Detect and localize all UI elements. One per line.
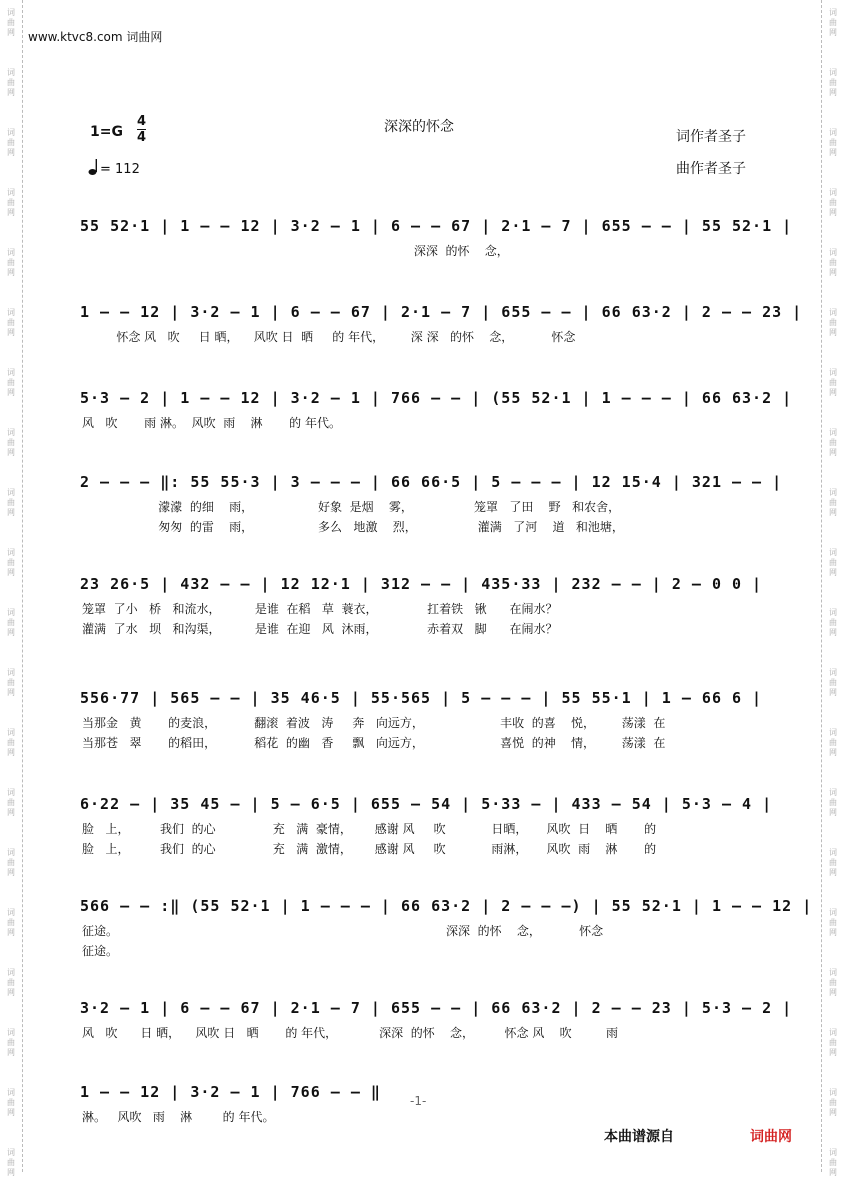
lyric-verse-2: 灌满 了水 坝 和沟渠， 是谁 在迎 风 沐雨， 赤着双 脚 在闹水？: [82, 622, 558, 636]
side-watermark-text: 词 曲 网: [829, 728, 837, 757]
lyric-verse-1: 笼罩 了小 桥 和流水， 是谁 在稻 草 蓑衣， 扛着铁 锹 在闹水？: [82, 602, 558, 616]
lyric-verse-2: 征途。: [82, 944, 119, 958]
side-watermark-text: 词 曲 网: [7, 848, 15, 877]
side-watermark-text: 词 曲 网: [829, 1148, 837, 1177]
side-watermark-text: 词 曲 网: [7, 668, 15, 697]
time-sig-bottom: 4: [137, 130, 147, 145]
side-watermark-text: 词 曲 网: [829, 8, 837, 37]
side-watermark-text: 词 曲 网: [7, 908, 15, 937]
side-watermark-text: 词 曲 网: [829, 788, 837, 817]
notation-line: 55 52·1 | 1 — — 12 | 3·2 — 1 | 6 — — 67 | 2·1 — 7 | 655 — — | 55 52·1 |: [80, 217, 793, 235]
lyric-verse-1: 当那金 黄 的麦浪， 翻滚 着波 涛 奔 向远方， 丰收 的喜 悦， 荡漾 在: [82, 716, 666, 730]
side-watermark-text: 词 曲 网: [7, 488, 15, 517]
lyric-verse-1: 脸 上， 我们 的心 充 满 豪情， 感谢 风 吹 日晒， 风吹 日 晒 的: [82, 822, 657, 836]
left-watermark-strip: [0, 0, 23, 1177]
side-watermark-text: 词 曲 网: [829, 1028, 837, 1057]
side-watermark-text: 词 曲 网: [829, 968, 837, 997]
side-watermark-text: 词 曲 网: [7, 1088, 15, 1117]
side-watermark-text: 词 曲 网: [7, 308, 15, 337]
side-watermark-text: 词 曲 网: [7, 68, 15, 97]
side-watermark-text: 词 曲 网: [829, 668, 837, 697]
side-watermark-text: 词 曲 网: [829, 428, 837, 457]
side-watermark-text: 词 曲 网: [7, 608, 15, 637]
lyric-verse-1: 濛濛 的细 雨， 好象 是烟 雾， 笼罩 了田 野 和农舍，: [82, 500, 621, 514]
key-signature: 1=G: [90, 124, 123, 140]
side-watermark-text: 词 曲 网: [7, 788, 15, 817]
notation-line: 1 — — 12 | 3·2 — 1 | 6 — — 67 | 2·1 — 7 | 655 — — | 66 63·2 | 2 — — 23 |: [80, 303, 803, 321]
notation-line: 556·77 | 565 — — | 35 46·5 | 55·565 | 5 — — — | 55 55·1 | 1 — 66 6 |: [80, 689, 763, 707]
side-watermark-text: 词 曲 网: [829, 848, 837, 877]
side-watermark-text: 词 曲 网: [829, 248, 837, 277]
right-watermark-strip: [821, 0, 843, 1177]
notation-line: 3·2 — 1 | 6 — — 67 | 2·1 — 7 | 655 — — | 66 63·2 | 2 — — 23 | 5·3 — 2 |: [80, 999, 793, 1017]
page-number: -1-: [410, 1094, 427, 1108]
side-watermark-text: 词 曲 网: [7, 1148, 15, 1177]
time-sig-top: 4: [137, 114, 147, 129]
lyric-verse-2: 脸 上， 我们 的心 充 满 激情， 感谢 风 吹 雨淋， 风吹 雨 淋 的: [82, 842, 657, 856]
side-watermark-text: 词 曲 网: [829, 608, 837, 637]
lyric-verse-1: 征途。 深深 的怀 念， 怀念: [82, 924, 604, 938]
side-watermark-text: 词 曲 网: [829, 488, 837, 517]
side-watermark-text: 词 曲 网: [7, 728, 15, 757]
composer-credit: 曲作者圣子: [676, 161, 746, 177]
time-signature: [137, 114, 146, 145]
side-watermark-text: 词 曲 网: [7, 188, 15, 217]
side-watermark-text: 词 曲 网: [829, 308, 837, 337]
side-watermark-text: 词 曲 网: [829, 548, 837, 577]
side-watermark-text: 词 曲 网: [7, 8, 15, 37]
notation-line: 2 — — — ‖: 55 55·3 | 3 — — — | 66 66·5 | 5 — — — | 12 15·4 | 321 — — |: [80, 473, 783, 491]
lyric-verse-1: 风 吹 雨 淋。 风吹 雨 淋 的 年代。: [82, 416, 341, 430]
side-watermark-text: 词 曲 网: [829, 188, 837, 217]
side-watermark-text: 词 曲 网: [829, 368, 837, 397]
side-watermark-text: 词 曲 网: [7, 128, 15, 157]
quarter-note-icon: [88, 158, 100, 176]
notation-line: 23 26·5 | 432 — — | 12 12·1 | 312 — — | 435·33 | 232 — — | 2 — 0 0 |: [80, 575, 763, 593]
lyric-verse-2: 匆匆 的雷 雨， 多么 地激 烈， 灌满 了河 道 和池塘，: [82, 520, 624, 534]
notation-line: 1 — — 12 | 3·2 — 1 | 766 — — ‖: [80, 1083, 381, 1101]
lyricist-credit: 词作者圣子: [676, 129, 746, 145]
site-header: www.ktvc8.com 词曲网: [28, 30, 163, 44]
side-watermark-text: 词 曲 网: [7, 368, 15, 397]
side-watermark-text: 词 曲 网: [7, 968, 15, 997]
lyric-verse-1: 怀念 风 吹 日 晒， 风吹 日 晒 的 年代， 深 深 的怀 念， 怀念: [82, 330, 576, 344]
song-title: 深深的怀念: [384, 119, 454, 135]
footer-source-text: 本曲谱源自: [604, 1129, 674, 1145]
side-watermark-text: 词 曲 网: [829, 128, 837, 157]
side-watermark-text: 词 曲 网: [7, 548, 15, 577]
side-watermark-text: 词 曲 网: [7, 1028, 15, 1057]
tempo-mark: [88, 158, 140, 177]
lyric-verse-1: 风 吹 日 晒， 风吹 日 晒 的 年代， 深深 的怀 念， 怀念 风 吹 雨: [82, 1026, 618, 1040]
notation-line: 5·3 — 2 | 1 — — 12 | 3·2 — 1 | 766 — — | (55 52·1 | 1 — — — | 66 63·2 |: [80, 389, 793, 407]
tempo-value: = 112: [100, 162, 140, 177]
notation-line: 6·22 — | 35 45 — | 5 — 6·5 | 655 — 54 | 5·33 — | 433 — 54 | 5·3 — 4 |: [80, 795, 773, 813]
lyric-verse-1: 淋。 风吹 雨 淋 的 年代。: [82, 1110, 275, 1124]
lyric-verse-2: 当那苍 翠 的稻田， 稻花 的幽 香 飘 向远方， 喜悦 的神 情， 荡漾 在: [82, 736, 666, 750]
footer-logo: 词曲网: [750, 1129, 792, 1145]
side-watermark-text: 词 曲 网: [7, 248, 15, 277]
side-watermark-text: 词 曲 网: [7, 428, 15, 457]
lyric-verse-1: 深深 的怀 念，: [82, 244, 509, 258]
side-watermark-text: 词 曲 网: [829, 1088, 837, 1117]
notation-line: 566 — — :‖ (55 52·1 | 1 — — — | 66 63·2 | 2 — — —) | 55 52·1 | 1 — — 12 |: [80, 897, 813, 915]
side-watermark-text: 词 曲 网: [829, 908, 837, 937]
side-watermark-text: 词 曲 网: [829, 68, 837, 97]
